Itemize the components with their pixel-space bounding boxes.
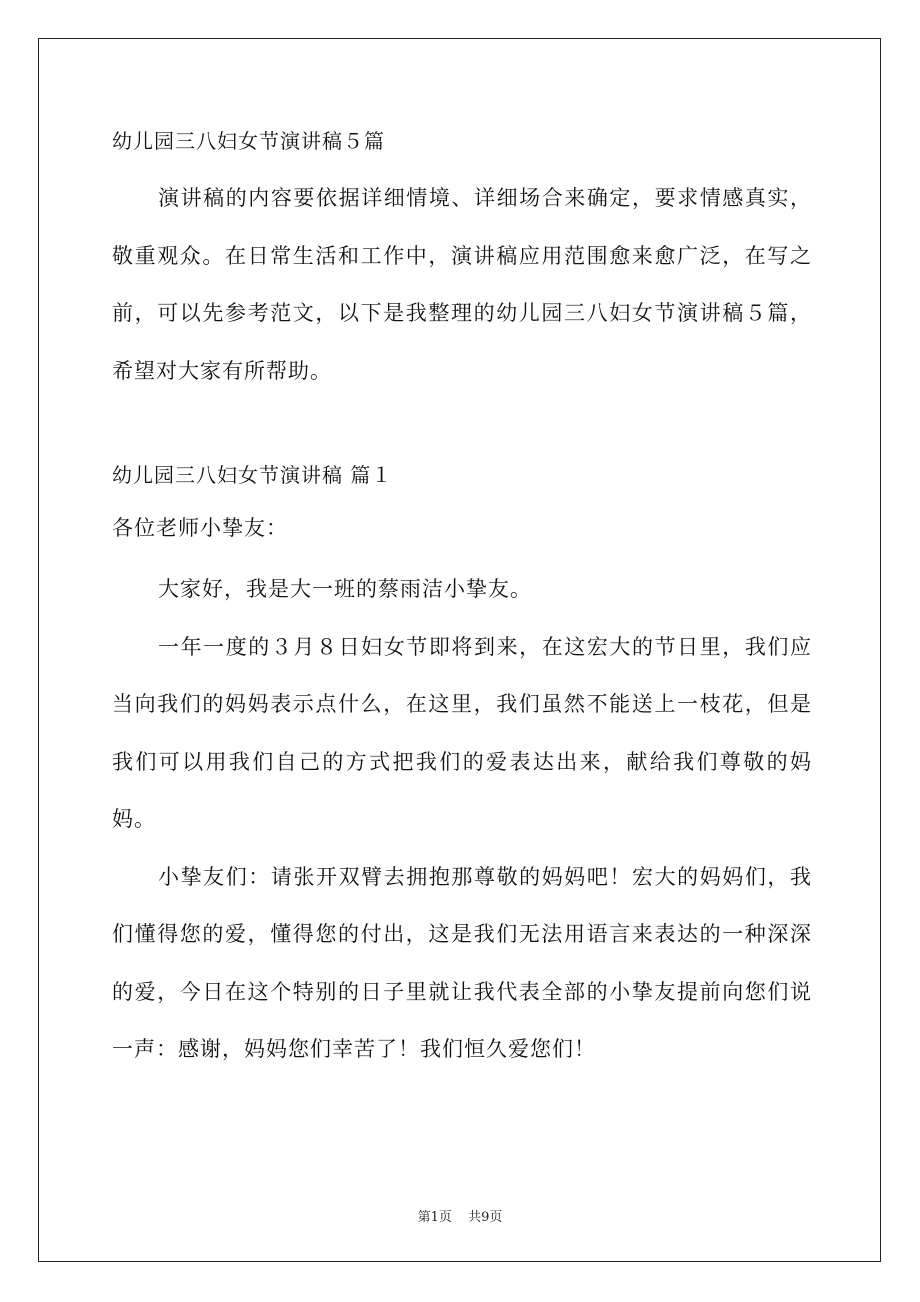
page-total: 共9页 — [468, 1210, 503, 1225]
body-paragraph: 大家好，我是大一班的蔡雨洁小挚友。 — [158, 577, 532, 601]
body-paragraph: 小挚友们：请张开双臂去拥抱那尊敬的妈妈吧！宏大的妈妈们，我们懂得您的爱，懂得您的付出，这是我们无法用语言来表达的一种深深的爱，今日在这个特别的日子里就让我代表全部的小挚友提前向您们说一声：感谢，妈妈您们幸苦了！我们恒久爱您们！ — [112, 864, 812, 1061]
page-number: 第1页 — [417, 1210, 452, 1225]
document-title: 幼儿园三八妇女节演讲稿５篇 — [112, 129, 385, 153]
body-paragraph: 一年一度的３月８日妇女节即将到来，在这宏大的节日里，我们应当向我们的妈妈表示点什么，在这里，我们虽然不能送上一枝花，但是我们可以用我们自己的方式把我们的爱表达出来，献给我们尊敬的妈妈。 — [112, 634, 812, 831]
intro-paragraph: 演讲稿的内容要依据详细情境、详细场合来确定，要求情感真实，敬重观众。在日常生活和工作中，演讲稿应用范围愈来愈广泛，在写之前，可以先参考范文，以下是我整理的幼儿园三八妇女节演讲稿５篇，希望对大家有所帮助。 — [112, 186, 812, 383]
salutation: 各位老师小挚友： — [112, 516, 288, 540]
section-title: 幼儿园三八妇女节演讲稿 篇１ — [112, 463, 393, 487]
page-footer — [0, 1206, 920, 1225]
document-body — [112, 120, 812, 1079]
